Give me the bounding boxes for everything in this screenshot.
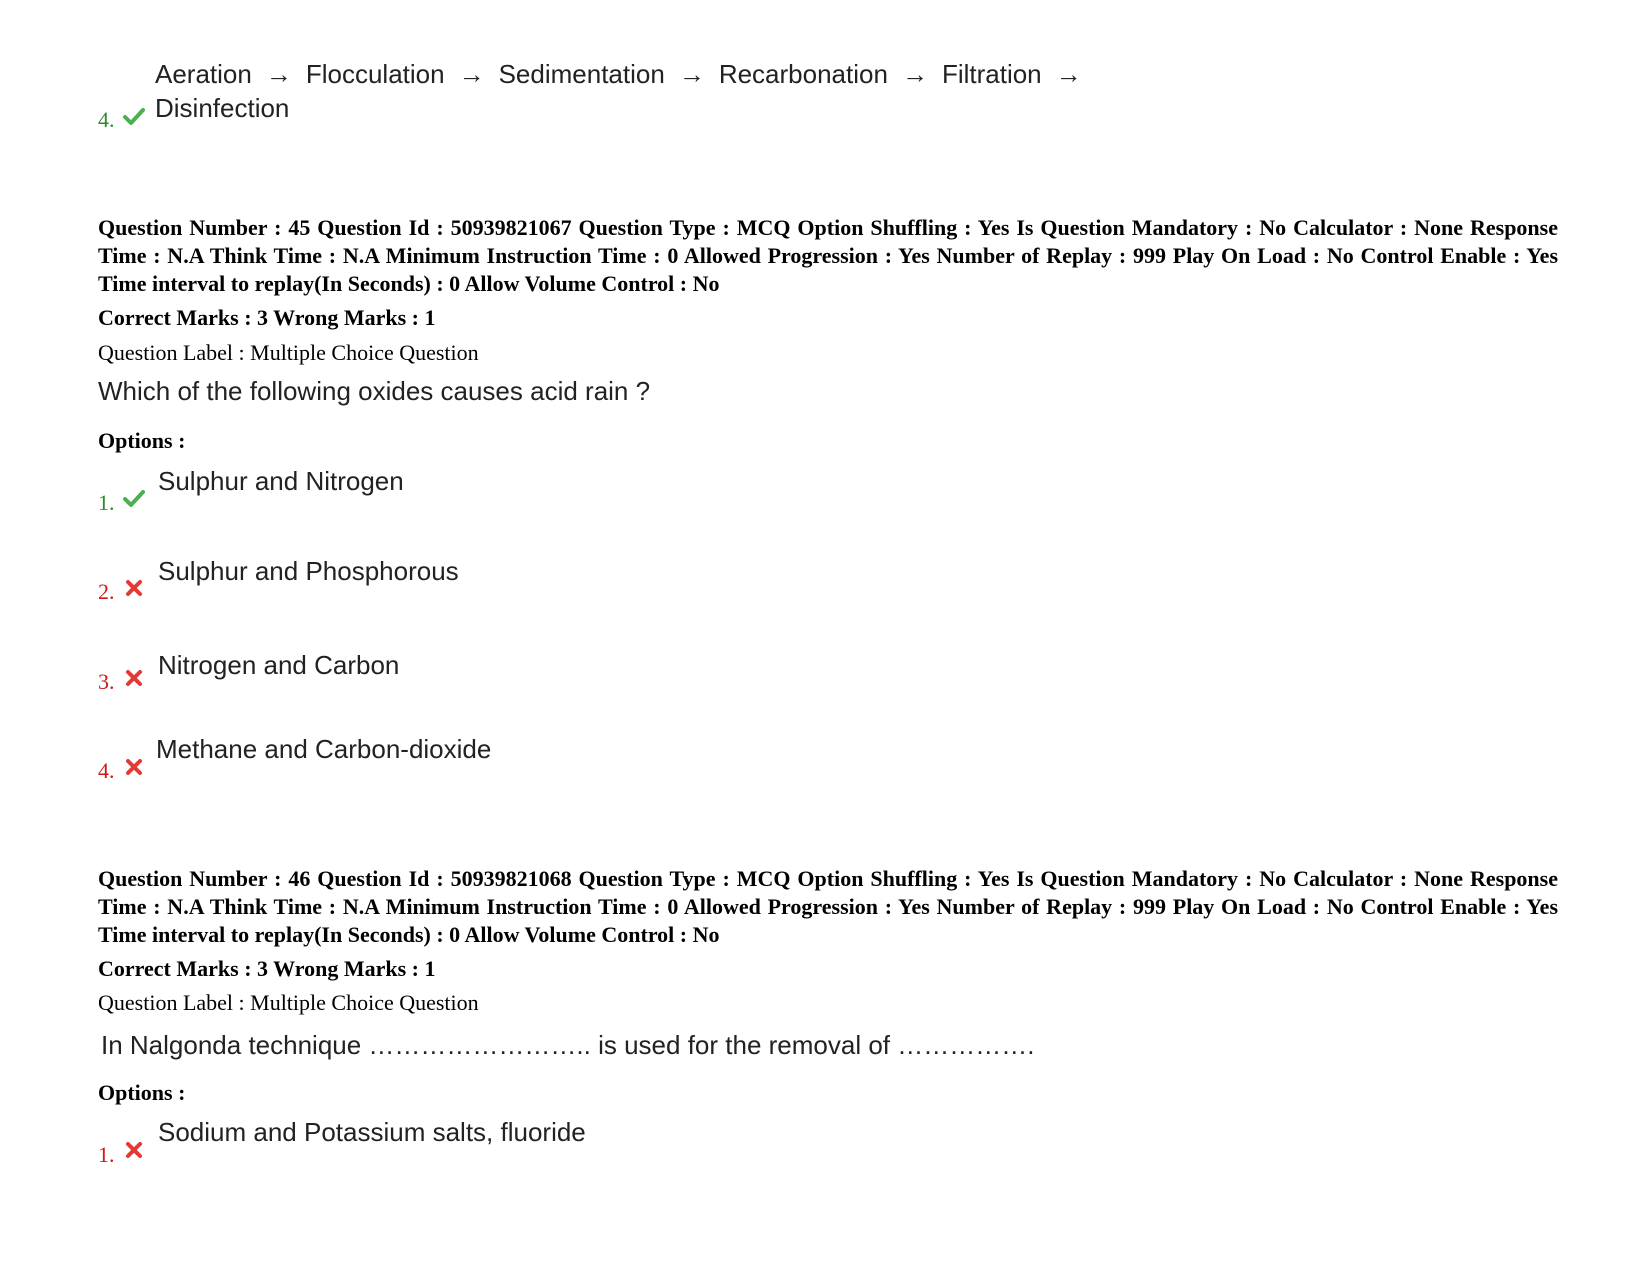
cross-icon xyxy=(124,578,144,598)
question-meta: Question Number : 46 Question Id : 50939821068 Question Type : MCQ Option Shuffling : Yes Is Question Mandatory : No Calculator : None Response Time : N.A Think Time : N.A Minimum Instruction Time : 0 Allowed Progression : Yes Number of Replay : 999 Play On Load : No Control Enable : Yes Time interval to replay(In Seconds) : 0 Allow Volume Control : No xyxy=(98,866,1558,947)
option-text: Sodium and Potassium salts, fluoride xyxy=(158,1117,586,1147)
option-number: 1. xyxy=(98,490,115,515)
cross-icon xyxy=(124,668,144,688)
option-number: 3. xyxy=(98,669,115,694)
option-number: 4. xyxy=(98,758,115,783)
option-text: Methane and Carbon-dioxide xyxy=(156,734,492,764)
option-number: 4. xyxy=(98,107,115,132)
question-label: Question Label : Multiple Choice Question xyxy=(98,990,479,1015)
check-icon xyxy=(122,104,146,128)
option-text: Nitrogen and Carbon xyxy=(158,650,400,680)
option-text: Sulphur and Nitrogen xyxy=(158,466,404,496)
option-number: 1. xyxy=(98,1142,115,1167)
step: Filtration xyxy=(941,59,1042,89)
options-heading: Options : xyxy=(98,428,186,453)
arrow: → xyxy=(678,59,705,89)
step: Sedimentation xyxy=(498,59,665,89)
arrow: → xyxy=(1055,59,1082,89)
step: Disinfection xyxy=(155,93,290,123)
question-text: Which of the following oxides causes acid rain ? xyxy=(98,376,651,406)
arrow: → xyxy=(458,59,485,89)
step: Aeration xyxy=(155,59,252,89)
prev-option-text xyxy=(155,57,1096,125)
cross-icon xyxy=(124,1140,144,1160)
arrow: → xyxy=(265,59,292,89)
arrow: → xyxy=(901,59,928,89)
question-marks: Correct Marks : 3 Wrong Marks : 1 xyxy=(98,305,436,330)
options-heading: Options : xyxy=(98,1080,186,1105)
check-icon xyxy=(122,486,146,510)
option-number: 2. xyxy=(98,579,115,604)
question-text: In Nalgonda technique …………………….. is used for the removal of ……………. xyxy=(101,1030,1035,1060)
step: Flocculation xyxy=(305,59,445,89)
question-marks: Correct Marks : 3 Wrong Marks : 1 xyxy=(98,956,436,981)
step: Recarbonation xyxy=(718,59,888,89)
cross-icon xyxy=(124,757,144,777)
question-label: Question Label : Multiple Choice Question xyxy=(98,340,479,365)
option-text: Sulphur and Phosphorous xyxy=(158,556,459,586)
question-meta: Question Number : 45 Question Id : 50939821067 Question Type : MCQ Option Shuffling : Yes Is Question Mandatory : No Calculator : None Response Time : N.A Think Time : N.A Minimum Instruction Time : 0 Allowed Progression : Yes Number of Replay : 999 Play On Load : No Control Enable : Yes Time interval to replay(In Seconds) : 0 Allow Volume Control : No xyxy=(98,215,1558,296)
